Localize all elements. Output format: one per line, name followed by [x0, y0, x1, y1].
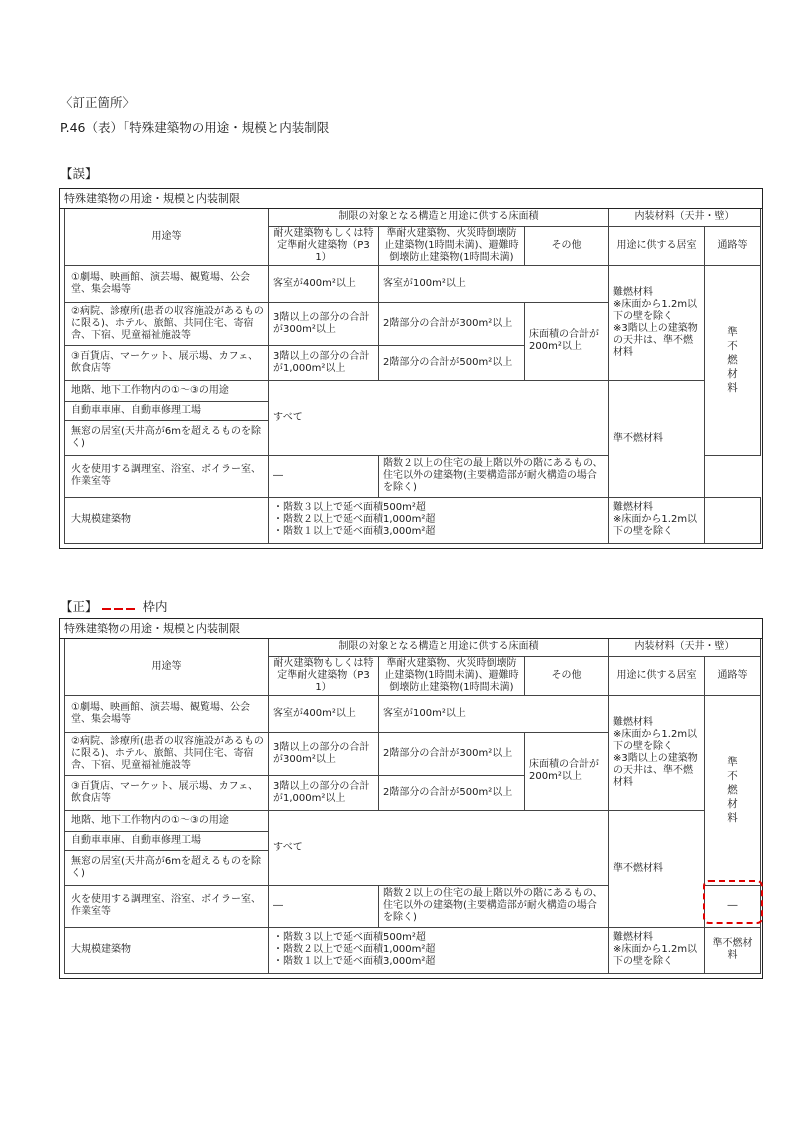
- right-table: [64, 639, 761, 974]
- fire-fire-use: ―: [269, 455, 379, 497]
- room-material-flame-retardant: 難燃材料 ※床面から1.2m以下の壁を除く ※3階以上の建築物の天井は、準不燃材料: [609, 695, 705, 810]
- usage-header: 用途等: [65, 639, 269, 695]
- right-label: 【正】: [60, 599, 98, 614]
- semi-store: 2階部分の合計が500m²以上: [379, 775, 525, 810]
- room-material-noncombustible: 準不燃材料: [609, 810, 705, 927]
- other-header: その他: [525, 656, 609, 695]
- fire-store: 3階以上の部分の合計が1,000m²以上: [269, 345, 379, 380]
- usage-basement: 地階、地下工作物内の①～③の用途: [65, 810, 269, 831]
- usage-theater: ①劇場、映画館、演芸場、観覧場、公会堂、集会場等: [65, 695, 269, 732]
- fire-theater: 客室が400m²以上: [269, 265, 379, 302]
- semi-fire-header: 準耐火建築物、火災時倒壊防止建築物(1時間未満)、避難時倒壊防止建築物(1時間未満): [379, 226, 525, 265]
- all-cell: すべて: [269, 810, 609, 885]
- legend-text: 枠内: [142, 599, 168, 614]
- usage-store: ③百貨店、マーケット、展示場、カフェ、飲食店等: [65, 775, 269, 810]
- wrong-table-title: 特殊建築物の用途・規模と内装制限: [60, 189, 762, 209]
- usage-header: 用途等: [65, 209, 269, 265]
- other-header: その他: [525, 226, 609, 265]
- correction-label: 〈訂正箇所〉: [60, 95, 136, 110]
- room-header: 用途に供する居室: [609, 226, 705, 265]
- usage-garage: 自動車車庫、自動車修理工場: [65, 831, 269, 850]
- semi-hospital: 2階部分の合計が300m²以上: [379, 732, 525, 775]
- red-dash-legend-icon: [102, 600, 138, 615]
- large-room-material: 難燃材料 ※床面から1.2m以下の壁を除く: [609, 927, 705, 973]
- semi-fire-header: 準耐火建築物、火災時倒壊防止建築物(1時間未満)、避難時倒壊防止建築物(1時間未満): [379, 656, 525, 695]
- wrong-label: 【誤】: [60, 166, 98, 181]
- fire-resistant-header: 耐火建築物もしくは特定準耐火建築物（P31）: [269, 226, 379, 265]
- fire-theater: 客室が400m²以上: [269, 695, 379, 732]
- semi-hospital: 2階部分の合計が300m²以上: [379, 302, 525, 345]
- semi-store: 2階部分の合計が500m²以上: [379, 345, 525, 380]
- structure-group-header: 制限の対象となる構造と用途に供する床面積: [269, 209, 609, 226]
- right-table-frame: [59, 618, 763, 979]
- usage-large: 大規模建築物: [65, 497, 269, 543]
- usage-hospital: ②病院、診療所(患者の収容施設があるものに限る)、ホテル、旅館、共同住宅、寄宿舎、下宿、児童福祉施設等: [65, 302, 269, 345]
- usage-hospital: ②病院、診療所(患者の収容施設があるものに限る)、ホテル、旅館、共同住宅、寄宿舎、下宿、児童福祉施設等: [65, 732, 269, 775]
- semi-theater: 客室が100m²以上: [379, 265, 609, 302]
- fire-hospital: 3階以上の部分の合計が300m²以上: [269, 302, 379, 345]
- usage-garage: 自動車車庫、自動車修理工場: [65, 401, 269, 420]
- passage-material: 準不燃材料: [705, 695, 761, 885]
- correction-highlight-box: [703, 880, 763, 924]
- usage-store: ③百貨店、マーケット、展示場、カフェ、飲食店等: [65, 345, 269, 380]
- fire-fire-use: ―: [269, 885, 379, 927]
- large-room-material: 難燃材料 ※床面から1.2m以下の壁を除く: [609, 497, 705, 543]
- semi-theater: 客室が100m²以上: [379, 695, 609, 732]
- usage-windowless: 無窓の居室(天井高が6mを超えるものを除く): [65, 850, 269, 885]
- large-passage-corrected: 準不燃材料: [705, 927, 761, 973]
- interior-group-header: 内装材料（天井・壁）: [609, 639, 761, 656]
- usage-fire-use: 火を使用する調理室、浴室、ボイラー室、作業室等: [65, 455, 269, 497]
- interior-group-header: 内装材料（天井・壁）: [609, 209, 761, 226]
- large-conditions: ・階数３以上で延べ面積500m²超 ・階数２以上で延べ面積1,000m²超 ・階数１以上で延べ面積3,000m²超: [269, 927, 609, 973]
- wrong-table: [64, 209, 761, 544]
- semi-fire-use: 階数２以上の住宅の最上階以外の階にあるもの、住宅以外の建築物(主要構造部が耐火構造の場合を除く): [379, 455, 609, 497]
- usage-large: 大規模建築物: [65, 927, 269, 973]
- fire-resistant-header: 耐火建築物もしくは特定準耐火建築物（P31）: [269, 656, 379, 695]
- usage-windowless: 無窓の居室(天井高が6mを超えるものを除く): [65, 420, 269, 455]
- large-conditions: ・階数３以上で延べ面積500m²超 ・階数２以上で延べ面積1,000m²超 ・階数１以上で延べ面積3,000m²超: [269, 497, 609, 543]
- wrong-table-frame: [59, 188, 763, 549]
- passage-material: 準不燃材料: [705, 265, 761, 455]
- fire-use-passage-corrected: ―: [705, 885, 761, 927]
- fire-hospital: 3階以上の部分の合計が300m²以上: [269, 732, 379, 775]
- usage-fire-use: 火を使用する調理室、浴室、ボイラー室、作業室等: [65, 885, 269, 927]
- other-floor-area: 床面積の合計が200m²以上: [525, 302, 609, 380]
- fire-store: 3階以上の部分の合計が1,000m²以上: [269, 775, 379, 810]
- usage-theater: ①劇場、映画館、演芸場、観覧場、公会堂、集会場等: [65, 265, 269, 302]
- usage-basement: 地階、地下工作物内の①～③の用途: [65, 380, 269, 401]
- right-table-title: 特殊建築物の用途・規模と内装制限: [60, 619, 762, 639]
- structure-group-header: 制限の対象となる構造と用途に供する床面積: [269, 639, 609, 656]
- other-floor-area: 床面積の合計が200m²以上: [525, 732, 609, 810]
- right-label-line: [60, 597, 168, 615]
- all-cell: すべて: [269, 380, 609, 455]
- room-material-flame-retardant: 難燃材料 ※床面から1.2m以下の壁を除く ※3階以上の建築物の天井は、準不燃材料: [609, 265, 705, 380]
- passage-header: 通路等: [705, 656, 761, 695]
- room-material-noncombustible: 準不燃材料: [609, 380, 705, 497]
- passage-header: 通路等: [705, 226, 761, 265]
- large-passage-empty: [705, 497, 761, 543]
- page-reference: P.46（表）「特殊建築物の用途・規模と内装制限: [60, 120, 330, 135]
- semi-fire-use: 階数２以上の住宅の最上階以外の階にあるもの、住宅以外の建築物(主要構造部が耐火構造の場合を除く): [379, 885, 609, 927]
- room-header: 用途に供する居室: [609, 656, 705, 695]
